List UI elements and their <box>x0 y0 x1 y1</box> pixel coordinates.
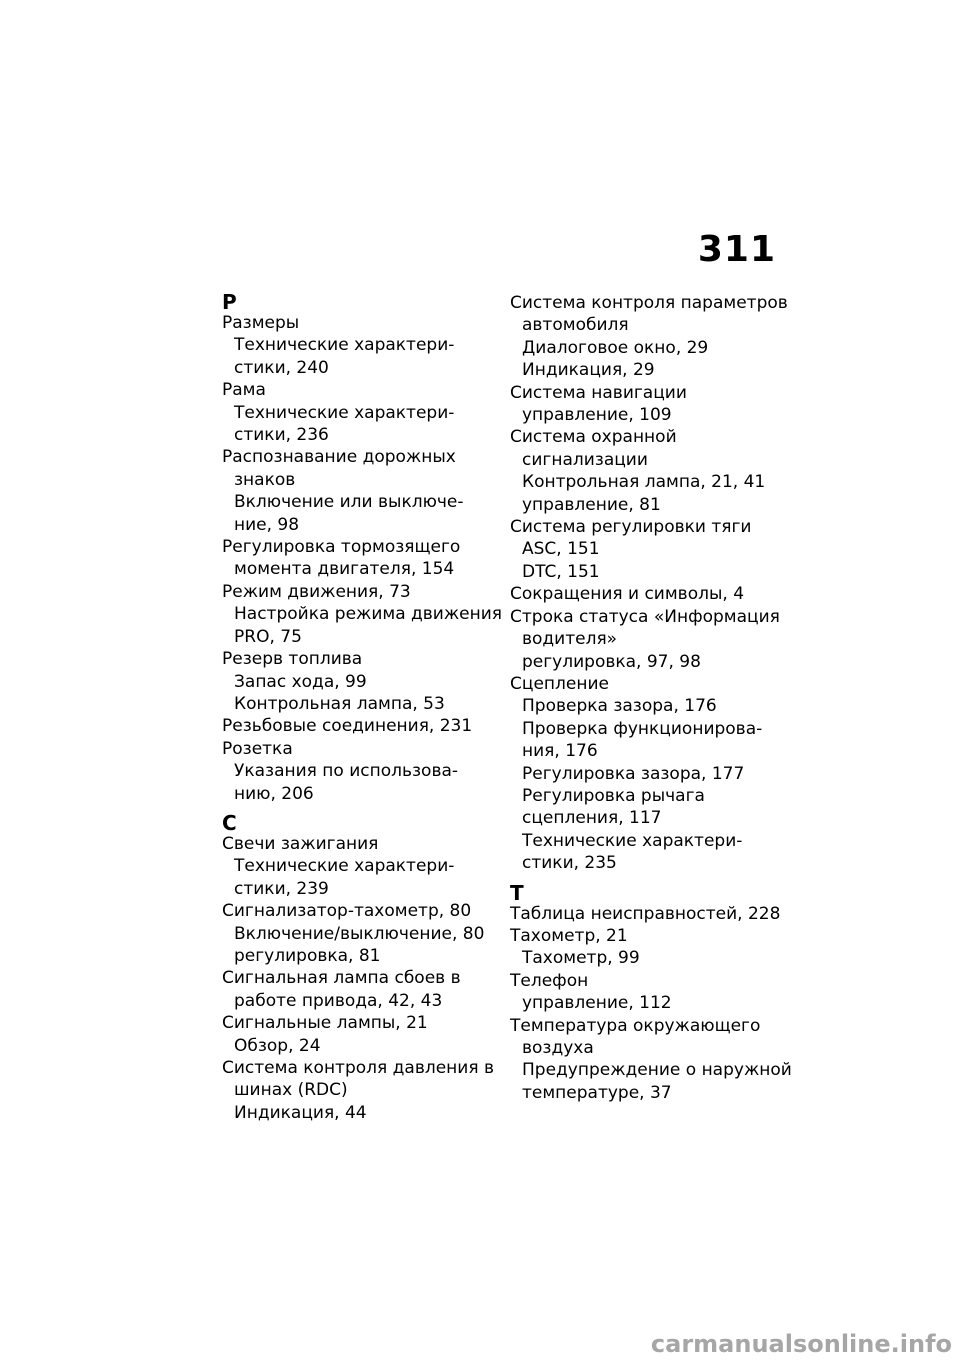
index-entry-continuation: воздуха <box>522 1038 594 1058</box>
index-subentry: ASC, 151 <box>522 539 600 560</box>
index-subentry: Технические характери- <box>234 856 455 877</box>
index-entry: Тахометр, 21 <box>510 925 628 946</box>
index-entry: Сокращения и символы, 4 <box>510 584 745 605</box>
index-entry: Розетка <box>222 738 293 759</box>
index-column-right <box>510 292 792 1104</box>
index-entry: Система контроля давления в <box>222 1058 494 1078</box>
index-entry: Сигнальная лампа сбоев в <box>222 968 461 989</box>
index-entry: Резьбовые соединения, 231 <box>222 716 473 737</box>
index-entry-continuation: шинах (RDC) <box>234 1080 348 1101</box>
footer-watermark: carmanualsonline.info <box>650 1330 952 1358</box>
index-subentry: управление, 109 <box>522 405 672 426</box>
index-entry: Распознавание дорожных <box>222 447 456 468</box>
index-column-left <box>222 290 503 1124</box>
index-entry-continuation: автомобиля <box>522 315 629 336</box>
index-entry: Система навигации <box>510 382 687 403</box>
index-section-letter: Р <box>222 290 237 314</box>
section-gap <box>510 875 780 883</box>
index-entry: Система охранной <box>510 427 677 448</box>
index-subentry: Технические характери- <box>522 830 743 851</box>
index-entry-continuation: стики, 239 <box>234 878 329 899</box>
index-entry: Система контроля параметров <box>510 293 788 313</box>
index-subentry: управление, 81 <box>522 494 661 515</box>
index-entry-continuation: знаков <box>234 469 296 490</box>
index-subentry: Регулировка зазора, 177 <box>522 763 745 784</box>
index-entry: Размеры <box>222 313 300 333</box>
index-entry: Режим движения, 73 <box>222 581 411 602</box>
index-subentry: Диалоговое окно, 29 <box>522 337 709 358</box>
index-entry-continuation: сцепления, 117 <box>522 808 662 829</box>
index-subentry: Предупреждение о наружной <box>522 1060 792 1081</box>
index-entry: Сигнальные лампы, 21 <box>222 1013 428 1034</box>
index-subentry: Тахометр, 99 <box>522 948 640 969</box>
index-entry-continuation: ние, 98 <box>234 514 300 535</box>
index-subentry: Индикация, 29 <box>522 360 655 381</box>
index-subentry: Технические характери- <box>234 335 455 356</box>
index-subentry: Указания по использова- <box>234 761 459 782</box>
index-subentry: Включение/выключение, 80 <box>234 923 485 944</box>
index-entry: Строка статуса «Информация <box>510 606 780 627</box>
index-entry: Регулировка тормозящего <box>222 537 461 558</box>
index-subentry: регулировка, 81 <box>234 945 381 966</box>
index-subentry: Проверка функционирова- <box>522 718 763 739</box>
index-entry: Система регулировки тяги <box>510 517 752 538</box>
index-subentry: управление, 112 <box>522 993 672 1014</box>
index-subentry: Настройка режима движения <box>234 604 503 625</box>
page-number: 311 <box>697 229 776 270</box>
index-entry: Телефон <box>510 970 589 991</box>
index-section-letter: С <box>222 810 237 835</box>
index-entry: Таблица неисправностей, 228 <box>510 903 781 924</box>
index-entry: Резерв топлива <box>222 649 363 670</box>
index-subentry: Проверка зазора, 176 <box>522 696 717 717</box>
index-entry-continuation: стики, 235 <box>522 853 617 874</box>
index-subentry: регулировка, 97, 98 <box>522 651 701 672</box>
section-gap <box>222 805 492 813</box>
index-entry-continuation: ния, 176 <box>522 741 598 762</box>
index-entry-continuation: водителя» <box>522 629 618 650</box>
index-entry-continuation: нию, 206 <box>234 783 314 804</box>
index-entry-continuation: температуре, 37 <box>522 1082 672 1103</box>
index-subentry: DTC, 151 <box>522 561 600 582</box>
index-entry-continuation: стики, 236 <box>234 425 329 446</box>
index-section-letter: Т <box>510 880 524 905</box>
index-subentry: Включение или выключе- <box>234 492 464 513</box>
index-entry-continuation: стики, 240 <box>234 357 329 378</box>
index-entry: Рама <box>222 380 266 401</box>
index-entry-continuation: PRO, 75 <box>234 626 302 647</box>
index-entry: Сигнализатор-тахометр, 80 <box>222 901 472 922</box>
index-subentry: Контрольная лампа, 21, 41 <box>522 472 766 493</box>
index-entry-continuation: работе привода, 42, 43 <box>234 990 443 1011</box>
index-subentry: Индикация, 44 <box>234 1102 367 1123</box>
index-entry: Температура окружающего <box>510 1015 761 1036</box>
index-subentry: Обзор, 24 <box>234 1035 321 1056</box>
index-subentry: Регулировка рычага <box>522 785 705 806</box>
index-entry: Свечи зажигания <box>222 833 379 854</box>
index-subentry: Запас хода, 99 <box>234 671 367 692</box>
index-entry-continuation: момента двигателя, 154 <box>234 559 455 580</box>
index-subentry: Контрольная лампа, 53 <box>234 693 445 714</box>
index-entry: Сцепление <box>510 673 609 694</box>
index-entry-continuation: сигнализации <box>522 449 648 470</box>
index-subentry: Технические характери- <box>234 402 455 423</box>
